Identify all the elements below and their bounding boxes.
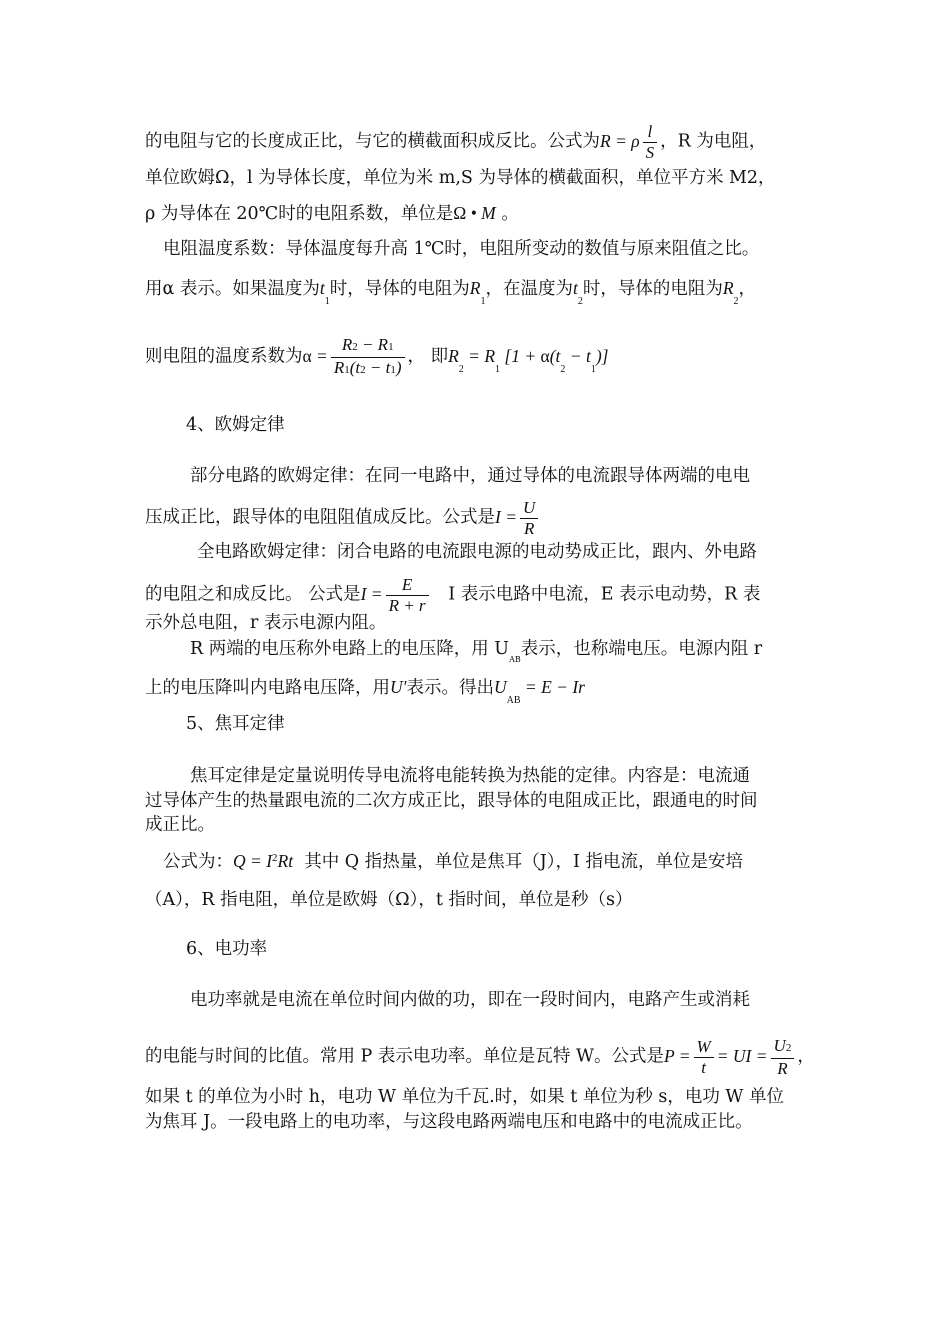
- unit-formula: Ω • M: [453, 203, 496, 223]
- text-line: 全电路欧姆定律：闭合电路的电流跟电源的电动势成正比，跟内、外电路: [197, 542, 757, 562]
- text-line: 为焦耳 J。一段电路上的电功率，与这段电路两端电压和电路中的电流成正比。: [145, 1112, 753, 1132]
- text: ，R 为电阻，: [660, 131, 767, 152]
- var-t1: $t_1$: [319, 278, 330, 307]
- formula-temp-coefficient: α = $\frac{R2 - R1}{R1(t2 - t1)}$: [303, 346, 408, 366]
- var-t2: $t_2$: [572, 278, 583, 307]
- text-line: [145, 335, 815, 380]
- text: ，: [797, 1046, 815, 1067]
- text-line: 过导体产生的热量跟电流的二次方成正比，跟导体的电阻成正比，跟通电的时间: [145, 791, 758, 811]
- text: 的电阻与它的长度成正比，与它的横截面积成反比。公式为: [145, 131, 600, 152]
- formula-R2: $R_2 = R_1$ $[1 + \alpha(t_2 - t_1)]$: [448, 345, 609, 375]
- text-line: 部分电路的欧姆定律：在同一电路中，通过导体的电流跟导体两端的电电: [190, 466, 750, 486]
- text: 则电阻的温度系数为: [145, 346, 303, 367]
- text-line: [145, 498, 815, 539]
- section-heading-ohm: 4、欧姆定律: [186, 415, 285, 435]
- var-R1: $R_1$: [469, 278, 486, 307]
- formula-power: P = $\frac{W}{t}$ = UI = $\frac{U2}{R}$: [664, 1046, 797, 1066]
- section-heading-joule: 5、焦耳定律: [186, 714, 285, 734]
- text: ，: [738, 279, 757, 299]
- text-line: [190, 637, 860, 664]
- text-line: 电阻温度系数：导体温度每升高 1℃时，电阻所变动的数值与原来阻值之比。: [163, 239, 760, 259]
- var-U-prime: U′: [390, 677, 407, 697]
- formula-joule: $Q = I^2Rt$: [233, 851, 294, 871]
- text-line: （A），R 指电阻，单位是欧姆（Ω），t 指时间，单位是秒（s）: [145, 890, 633, 910]
- text: 的电阻之和成反比。 公式是: [145, 584, 361, 605]
- text-line: 示外总电阻，r 表示电源内阻。: [145, 613, 387, 633]
- formula-ohm-partial: I = $\frac{U}{R}$: [495, 507, 541, 527]
- text: 时，导体的电阻为: [329, 279, 470, 299]
- text: I 表示电路中电流，E 表示电动势，R 表: [448, 584, 761, 605]
- text-line: [145, 1036, 815, 1079]
- text-line: [145, 201, 815, 226]
- text: 压成正比，跟导体的电阻阻值成反比。公式是: [145, 507, 495, 528]
- text-line: [145, 675, 815, 706]
- text-line: 电功率就是电流在单位时间内做的功，即在一段时间内，电路产生或消耗: [190, 990, 750, 1010]
- text: 上的电压降叫内电路电压降，用: [145, 678, 390, 698]
- text: ，在温度为: [485, 279, 573, 299]
- text: R 两端的电压称外电路上的电压降，用 U: [190, 639, 510, 659]
- text: ρ 为导体在 20℃时的电阻系数，单位是: [145, 204, 454, 224]
- text: 表示。得出: [406, 678, 494, 698]
- text: 的电能与时间的比值。常用 P 表示电功率。单位是瓦特 W。公式是: [145, 1046, 664, 1067]
- formula-terminal-voltage: $U_{AB} = E - Ir$: [493, 677, 585, 706]
- text: ， 即: [407, 346, 449, 367]
- subscript-AB: AB: [509, 655, 521, 664]
- text-line: 成正比。: [145, 815, 215, 835]
- text: 表示，也称端电压。电源内阻 r: [520, 639, 763, 659]
- text-line: 如果 t 的单位为小时 h，电功 W 单位为千瓦.时，如果 t 单位为秒 s，电功 W 单位: [145, 1087, 784, 1107]
- text-line: 单位欧姆Ω，l 为导体长度，单位为米 m,S 为导体的横截面积，单位平方米 M2，: [145, 168, 776, 188]
- text-line: [145, 276, 815, 307]
- text-line: [145, 122, 815, 163]
- text: 其中 Q 指热量，单位是焦耳（J），I 指电流，单位是安培: [304, 852, 743, 872]
- formula-ohm-full: I = $\frac{E}{R + r}$: [361, 584, 432, 604]
- formula-resistance: R = ρ $\frac{l}{S}$: [600, 131, 660, 151]
- text: 时，导体的电阻为: [582, 279, 723, 299]
- section-heading-power: 6、电功率: [186, 939, 268, 959]
- text-line: 焦耳定律是定量说明传导电流将电能转换为热能的定律。内容是：电流通: [190, 766, 750, 786]
- text: 用α 表示。如果温度为: [145, 279, 320, 299]
- text-line: [145, 575, 815, 616]
- text-line: [163, 849, 833, 876]
- text: 公式为：: [163, 852, 233, 872]
- text: 。: [495, 204, 519, 224]
- var-R2: $R_2$: [722, 278, 739, 307]
